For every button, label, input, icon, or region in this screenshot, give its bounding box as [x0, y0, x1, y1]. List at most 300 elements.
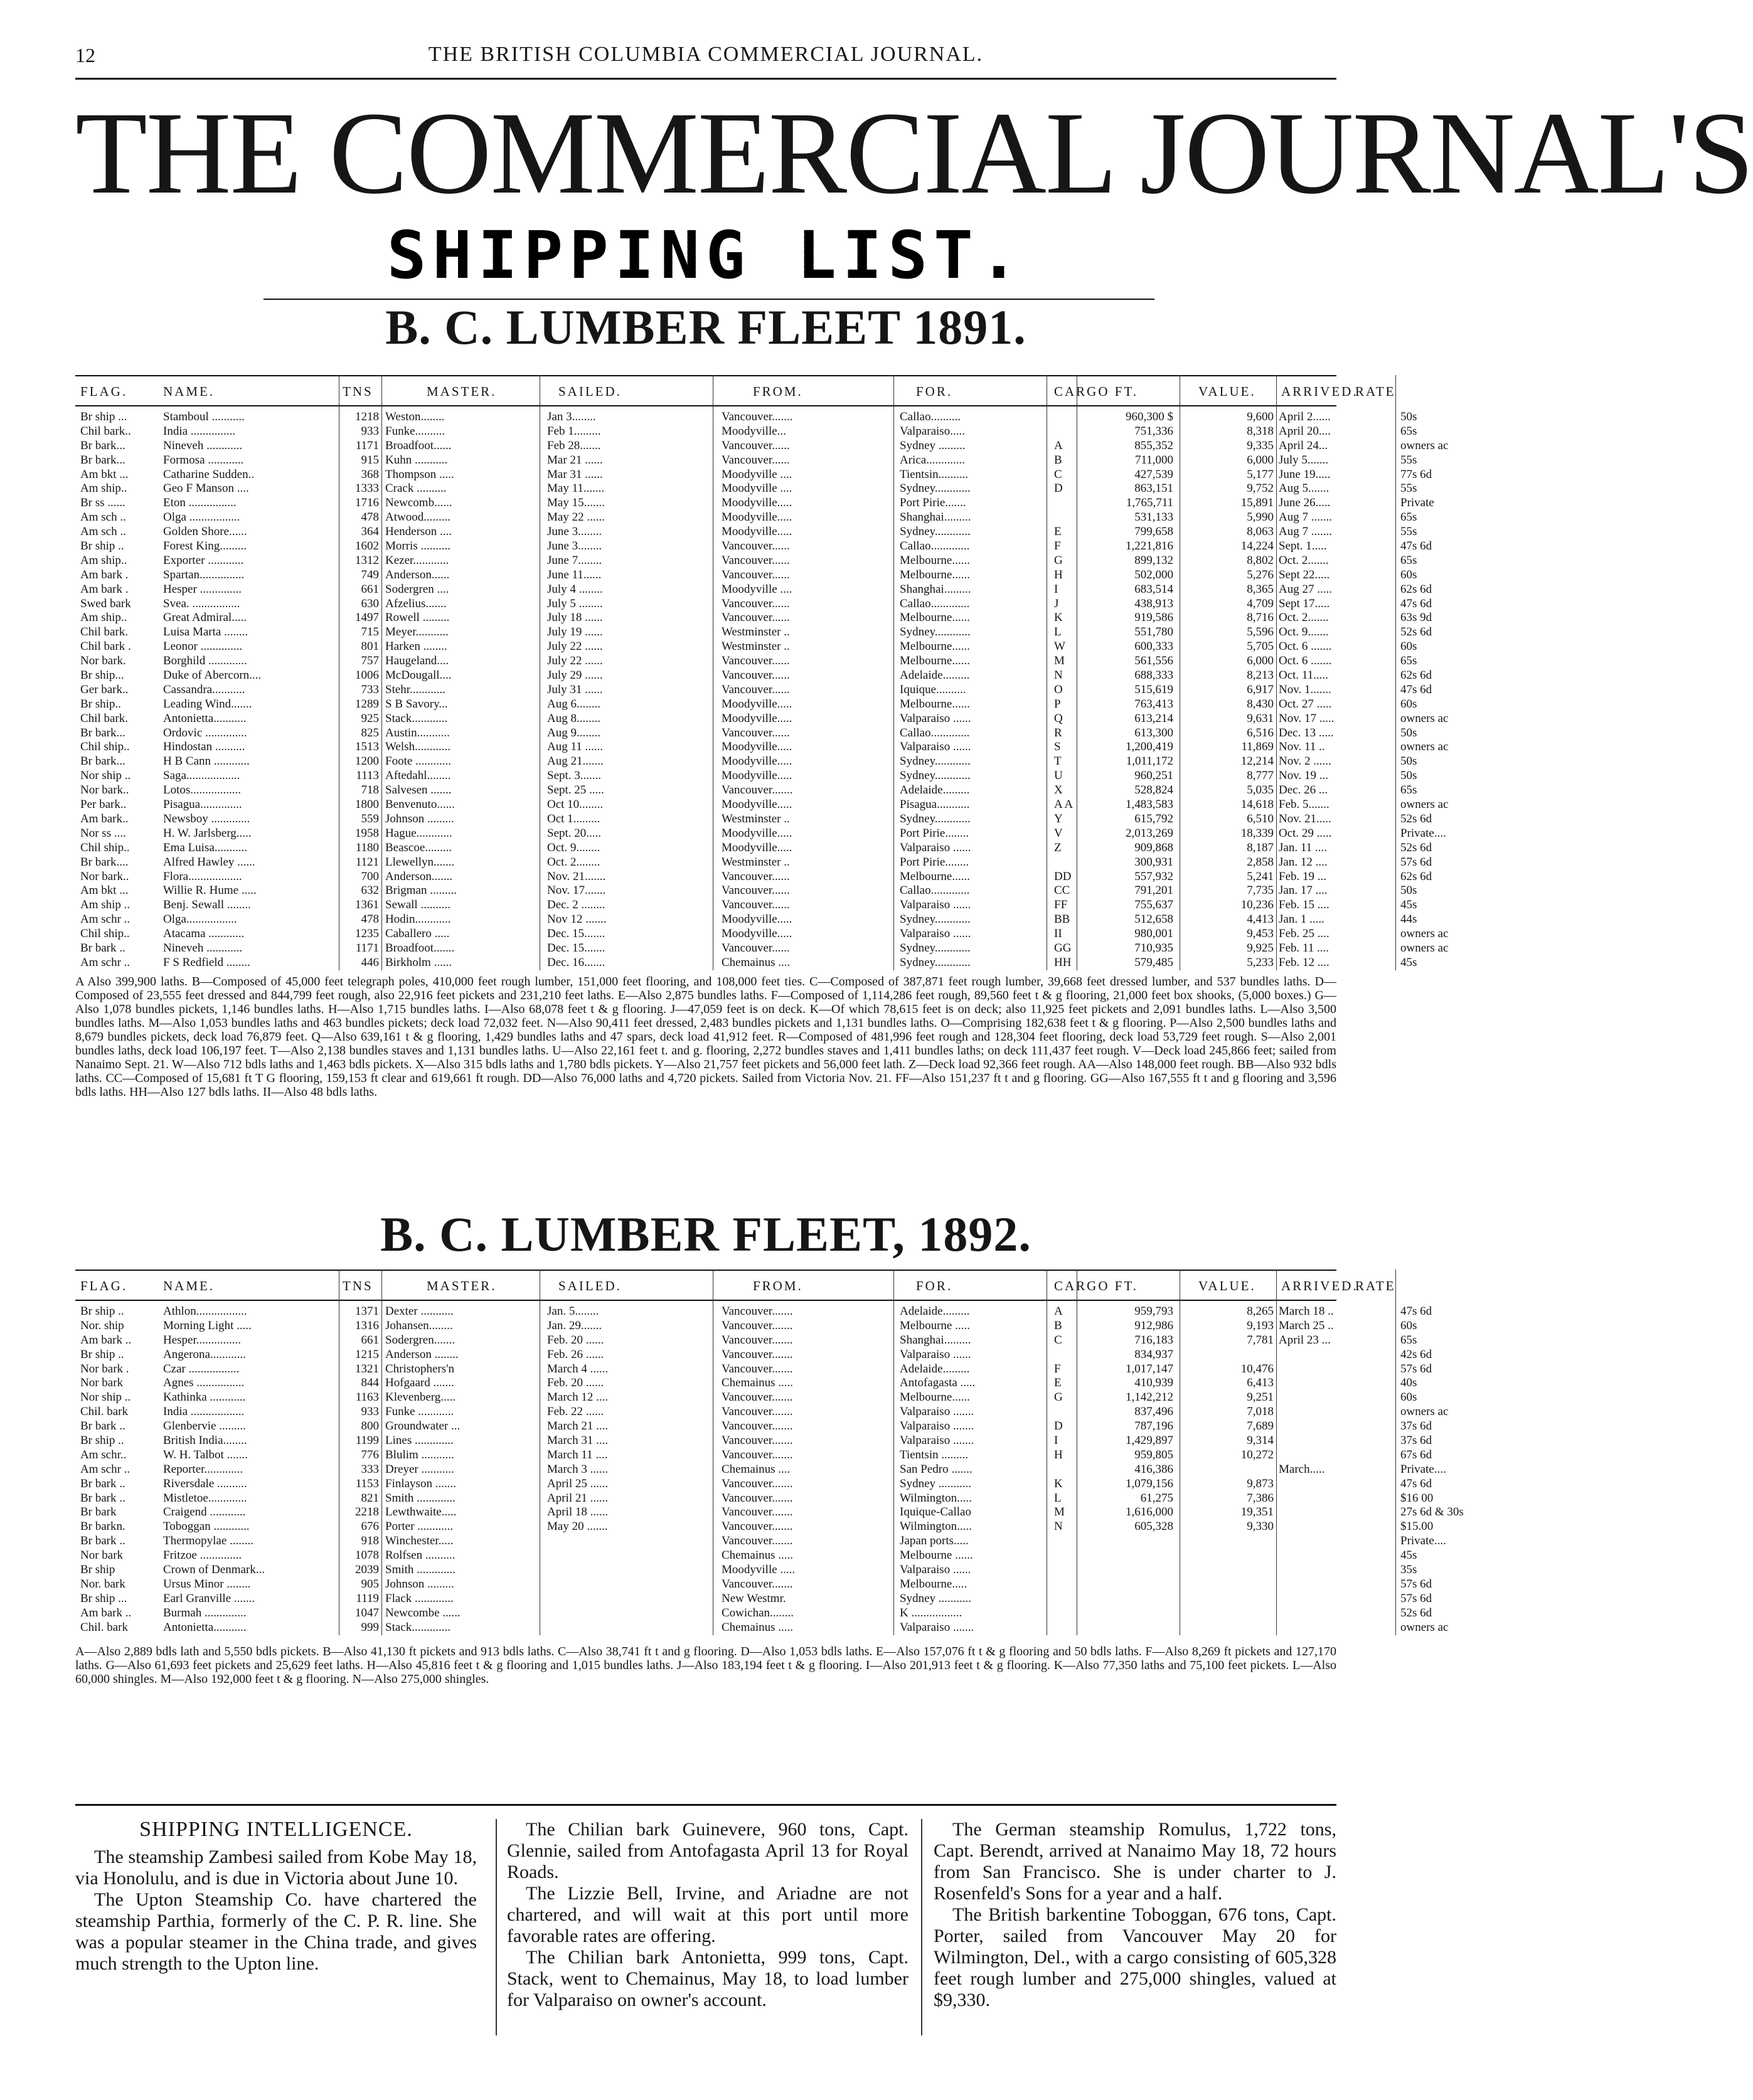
cell-for: Callao............. [900, 597, 970, 610]
cell-cargo: 710,935 [1134, 941, 1173, 955]
cell-rate: 35s [1400, 1563, 1417, 1577]
cell-sailed: July 22 ...... [547, 640, 603, 654]
cell-master: Rolfsen .......... [385, 1549, 456, 1562]
cell-master: Broadfoot....... [385, 941, 455, 955]
cell-cargo-key: K [1054, 611, 1063, 625]
fleet-1892-title: B. C. LUMBER FLEET, 1892. [380, 1207, 1031, 1261]
cell-sailed: Nov. 21....... [547, 869, 606, 883]
table-row [75, 1305, 1432, 1319]
cell-value: 12,214 [1240, 755, 1274, 768]
running-head [75, 39, 1336, 77]
cell-tons: 1958 [355, 826, 379, 840]
cell-from: Moodyville..... [722, 740, 792, 754]
cell-cargo-key: J [1054, 597, 1059, 610]
cell-flag: Br bark .. [80, 1477, 125, 1490]
cell-for: Sydney............ [900, 769, 971, 783]
cell-value: 7,018 [1247, 1405, 1274, 1419]
cell-rate: 65s [1400, 1333, 1417, 1347]
cell-tons: 1497 [355, 611, 379, 625]
cell-from: Moodyville..... [722, 927, 792, 941]
column-rule [893, 375, 894, 970]
cell-from: Vancouver....... [722, 1434, 793, 1448]
cell-rate: 47s 6d [1400, 1305, 1432, 1318]
cell-sailed: July 4 ........ [547, 582, 603, 596]
cell-flag: Chil bark . [80, 640, 131, 654]
table-row [75, 525, 1417, 539]
cell-rate: Private.... [1400, 826, 1446, 840]
table-row [75, 410, 1417, 425]
cell-tons: 1312 [355, 553, 379, 567]
cell-cargo: 2,013,269 [1126, 826, 1173, 840]
cell-value: 9,752 [1247, 482, 1274, 496]
cell-sailed: Dec. 16....... [547, 955, 605, 969]
cell-sailed: Feb. 22 ...... [547, 1405, 604, 1419]
cell-rate: 62s 6d [1400, 869, 1432, 883]
cell-from: Vancouver...... [722, 539, 790, 553]
cell-sailed: Dec. 15....... [547, 941, 605, 955]
cell-cargo: 1,429,897 [1126, 1434, 1173, 1448]
cell-flag: Nor bark [80, 1549, 124, 1562]
cell-value: 19,351 [1240, 1505, 1274, 1519]
cell-cargo-key: A [1054, 1305, 1063, 1318]
cell-cargo: 1,616,000 [1126, 1505, 1173, 1519]
intelligence-column-3 [934, 1819, 1336, 2011]
cell-rate: 63s 9d [1400, 611, 1432, 625]
intelligence-rule [75, 1804, 1336, 1806]
table-row [75, 438, 1449, 453]
cell-name: Pisagua.............. [163, 798, 242, 812]
cell-flag: Chil bark. [80, 711, 128, 725]
cell-from: Westminster .. [722, 625, 790, 639]
cell-master: Dexter ........... [385, 1305, 454, 1318]
cell-sailed: Sept. 3....... [547, 769, 602, 783]
header-name: NAME. [163, 384, 215, 399]
cell-sailed: Aug 21....... [547, 755, 604, 768]
cell-rate: 45s [1400, 955, 1417, 969]
cell-from: Vancouver....... [722, 1405, 793, 1419]
table-row [75, 1549, 1417, 1563]
cell-tons: 1180 [355, 841, 379, 854]
cell-cargo: 683,514 [1134, 582, 1173, 596]
cell-sailed: Oct 10........ [547, 798, 604, 812]
cell-rate: 52s 6d [1400, 1606, 1432, 1620]
cell-value: 7,689 [1247, 1419, 1274, 1433]
cell-name: Mistletoe............. [163, 1491, 247, 1505]
table-row [75, 1434, 1432, 1448]
cell-flag: Br bark.... [80, 855, 129, 869]
cell-master: Hodin............ [385, 913, 451, 926]
cell-cargo: 751,336 [1134, 424, 1173, 438]
cell-value: 9,873 [1247, 1477, 1274, 1490]
cell-arrived: Nov. 2 ...... [1279, 755, 1331, 768]
cell-tons: 905 [361, 1577, 379, 1591]
cell-from: Chemainus .... [722, 955, 791, 969]
cell-name: Olga................. [163, 913, 237, 926]
cell-name: Ordovic .............. [163, 726, 247, 740]
cell-flag: Am schr .. [80, 913, 131, 926]
cell-value: 6,000 [1247, 453, 1274, 467]
cell-for: Valparaiso ...... [900, 927, 971, 941]
cell-flag: Br ship .. [80, 539, 124, 553]
cell-flag: Br ship.. [80, 697, 121, 711]
header-flag: FLAG. [80, 384, 128, 399]
cell-master: Anderson...... [385, 568, 450, 581]
cell-value: 9,453 [1247, 927, 1274, 941]
cell-tons: 1361 [355, 898, 379, 912]
cell-flag: Br ship ... [80, 1591, 127, 1605]
cell-value: 5,705 [1247, 640, 1274, 654]
cell-value: 8,716 [1247, 611, 1274, 625]
cell-for: Sydney............ [900, 955, 971, 969]
table-row [75, 1362, 1432, 1377]
cell-rate: 57s 6d [1400, 1577, 1432, 1591]
cell-cargo-key: B [1054, 1318, 1062, 1332]
table-row [75, 625, 1432, 640]
cell-flag: Am ship.. [80, 553, 127, 567]
cell-cargo: 960,251 [1134, 769, 1173, 783]
cell-name: Hindostan .......... [163, 740, 245, 754]
table-row [75, 884, 1417, 898]
table-row [75, 482, 1417, 496]
cell-from: Moodyville..... [722, 769, 792, 783]
cell-arrived: Oct. 9....... [1279, 625, 1329, 639]
cell-cargo-key: L [1054, 1491, 1062, 1505]
cell-name: Duke of Abercorn.... [163, 669, 262, 682]
cell-master: Stehr............ [385, 682, 446, 696]
cell-name: H. W. Jarlsberg..... [163, 826, 252, 840]
table-row [75, 1591, 1432, 1606]
cell-tons: 368 [361, 467, 379, 481]
cell-cargo-key: II [1054, 927, 1062, 941]
cell-cargo-key: A [1054, 438, 1063, 452]
column-rule [893, 1270, 894, 1635]
cell-name: Hesper .............. [163, 582, 242, 596]
cell-value: 6,000 [1247, 654, 1274, 668]
cell-sailed: Aug 8........ [547, 711, 600, 725]
header-master: MASTER. [427, 384, 497, 399]
cell-cargo: 1,011,172 [1126, 755, 1173, 768]
cell-sailed: Sept. 25 ..... [547, 783, 604, 797]
table-row [75, 1419, 1432, 1434]
cell-for: Port Pirie........ [900, 855, 969, 869]
cell-sailed: Oct. 2........ [547, 855, 600, 869]
cell-tons: 1321 [355, 1362, 379, 1376]
cell-from: Vancouver...... [722, 941, 790, 955]
cell-sailed: Jan. 5........ [547, 1305, 599, 1318]
cell-rate: owners ac [1400, 711, 1449, 725]
cell-cargo: 613,214 [1134, 711, 1173, 725]
cell-sailed: May 22 ...... [547, 511, 605, 524]
cell-from: Westminster .. [722, 640, 790, 654]
table-row [75, 1620, 1449, 1635]
table-row [75, 640, 1417, 654]
cell-from: Vancouver...... [722, 611, 790, 625]
cell-rate: 45s [1400, 1549, 1417, 1562]
table-row [75, 798, 1449, 812]
table-row [75, 669, 1432, 683]
fleet-1891-table [75, 410, 1449, 970]
cell-flag: Chil. bark [80, 1620, 128, 1634]
cell-master: Kezer............ [385, 553, 449, 567]
cell-name: Newsboy ............. [163, 812, 250, 825]
cell-value: 7,735 [1247, 884, 1274, 898]
cell-arrived: Feb. 25 .... [1279, 927, 1329, 941]
cell-flag: Br barkn. [80, 1520, 125, 1534]
cell-cargo-key: P [1054, 697, 1061, 711]
cell-arrived: Dec. 13 ..... [1279, 726, 1334, 740]
cell-name: Willie R. Hume ..... [163, 884, 257, 898]
cell-flag: Chil ship.. [80, 740, 130, 754]
cell-arrived: June 26..... [1279, 496, 1331, 510]
cell-from: Vancouver...... [722, 553, 790, 567]
cell-value: 8,187 [1247, 841, 1274, 854]
cell-cargo-key: CC [1054, 884, 1070, 898]
cell-master: S B Savory... [385, 697, 448, 711]
cell-cargo-key: V [1054, 826, 1063, 840]
cell-master: Groundwater ... [385, 1419, 461, 1433]
cell-rate: 67s 6d [1400, 1448, 1432, 1461]
intelligence-column-1 [75, 1819, 477, 1975]
cell-arrived: Jan. 17 .... [1279, 884, 1328, 898]
cell-cargo: 1,079,156 [1126, 1477, 1173, 1490]
cell-master: Sodergren .... [385, 582, 449, 596]
cell-cargo-key: E [1054, 1376, 1062, 1390]
header-from: FROM. [753, 384, 803, 399]
cell-cargo: 502,000 [1134, 568, 1173, 581]
cell-master: Hague............ [385, 826, 452, 840]
table-row [75, 1491, 1434, 1506]
cell-rate: owners ac [1400, 927, 1449, 941]
cell-name: Czar ................. [163, 1362, 240, 1376]
cell-tons: 559 [361, 812, 379, 825]
cell-cargo: 909,868 [1134, 841, 1173, 854]
cell-from: Moodyville..... [722, 711, 792, 725]
cell-tons: 1200 [355, 755, 379, 768]
cell-for: Iquique.......... [900, 682, 966, 696]
cell-sailed: Feb. 20 ...... [547, 1333, 604, 1347]
cell-master: Stack............. [385, 1620, 450, 1634]
header-sailed: SAILED. [558, 384, 622, 399]
cell-master: Beascoe......... [385, 841, 452, 854]
cell-rate: 50s [1400, 755, 1417, 768]
cell-sailed: March 21 .... [547, 1419, 609, 1433]
cell-tons: 1371 [355, 1305, 379, 1318]
cell-sailed: April 25 ...... [547, 1477, 609, 1490]
cell-cargo: 899,132 [1134, 553, 1173, 567]
cell-cargo-key: H [1054, 1448, 1063, 1461]
cell-cargo-key: FF [1054, 898, 1068, 912]
cell-value: 8,365 [1247, 582, 1274, 596]
cell-tons: 676 [361, 1520, 379, 1534]
cell-flag: Nor. bark [80, 1577, 125, 1591]
cell-from: Vancouver...... [722, 682, 790, 696]
cell-master: Johnson ......... [385, 1577, 454, 1591]
cell-master: Morris .......... [385, 539, 450, 553]
cell-arrived: Aug 5....... [1279, 482, 1329, 496]
cell-master: Salvesen ....... [385, 783, 452, 797]
cell-master: Hofgaard ....... [385, 1376, 454, 1390]
cell-from: Vancouver....... [722, 1362, 793, 1376]
cell-name: Lotos................. [163, 783, 242, 797]
cell-from: Vancouver...... [722, 438, 790, 452]
cell-master: Brigman ......... [385, 884, 457, 898]
cell-for: Sydney ........... [900, 1591, 971, 1605]
cell-cargo-key: M [1054, 654, 1065, 668]
cell-cargo-key: Z [1054, 841, 1062, 854]
cell-from: Moodyville .... [722, 482, 792, 496]
cell-tons: 776 [361, 1448, 379, 1461]
cell-for: Sydney ......... [900, 438, 966, 452]
shipping-list-text: SHIPPING LIST. [386, 217, 1025, 294]
cell-arrived: April 20.... [1279, 424, 1331, 438]
cell-cargo-key: H [1054, 568, 1063, 581]
cell-tons: 1113 [356, 769, 379, 783]
header-master: MASTER. [427, 1278, 497, 1293]
cell-cargo: 960,300 $ [1126, 410, 1173, 423]
cell-cargo-key: Y [1054, 812, 1063, 825]
table-row [75, 1534, 1446, 1549]
header-cargo: CARGO FT. [1054, 384, 1138, 399]
cell-tons: 1171 [355, 941, 379, 955]
cell-rate: 47s 6d [1400, 539, 1432, 553]
cell-for: Valparaiso ....... [900, 1405, 974, 1419]
cell-tons: 933 [361, 1405, 379, 1419]
cell-sailed: Aug 6........ [547, 697, 600, 711]
cell-tons: 1716 [355, 496, 379, 510]
cell-flag: Br ss ...... [80, 496, 125, 510]
cell-for: Antofagasta ..... [900, 1376, 976, 1390]
cell-tons: 478 [361, 913, 379, 926]
cell-name: Crown of Denmark... [163, 1563, 265, 1577]
cell-flag: Chil bark. [80, 625, 128, 639]
cell-from: Vancouver....... [722, 1577, 793, 1591]
cell-rate: 52s 6d [1400, 625, 1432, 639]
cell-name: Ursus Minor ........ [163, 1577, 251, 1591]
cell-sailed: May 20 ....... [547, 1520, 608, 1534]
cell-rate: 77s 6d [1400, 467, 1432, 481]
cell-rate: Private.... [1400, 1534, 1446, 1548]
cell-value: 9,193 [1247, 1318, 1274, 1332]
masthead-subtitle [75, 217, 1336, 294]
header-sailed: SAILED. [558, 1278, 622, 1293]
cell-name: Angerona............ [163, 1347, 246, 1361]
cell-tons: 933 [361, 424, 379, 438]
cell-value: 6,510 [1247, 812, 1274, 825]
cell-name: Benj. Sewall ........ [163, 898, 251, 912]
header-rate: RATE [1355, 1278, 1396, 1293]
cell-rate: 40s [1400, 1376, 1417, 1390]
cell-rate: 55s [1400, 525, 1417, 539]
cell-sailed: Sept. 20..... [547, 826, 602, 840]
cell-from: Vancouver...... [722, 869, 790, 883]
cell-name: British India........ [163, 1434, 247, 1448]
cell-for: Port Pirie........ [900, 826, 969, 840]
cell-master: Sodergren....... [385, 1333, 455, 1347]
cell-from: Vancouver....... [722, 1477, 793, 1490]
cell-rate: 65s [1400, 553, 1417, 567]
cell-flag: Br ship [80, 1563, 115, 1577]
cell-value: 7,781 [1247, 1333, 1274, 1347]
cell-value: 8,265 [1247, 1305, 1274, 1318]
cell-flag: Am bkt ... [80, 884, 129, 898]
cell-value: 8,063 [1247, 525, 1274, 539]
cell-cargo-key: K [1054, 1477, 1063, 1490]
cell-value: 8,430 [1247, 697, 1274, 711]
cell-tons: 1121 [355, 855, 379, 869]
cell-name: Eton ................ [163, 496, 237, 510]
cell-sailed: Jan 3........ [547, 410, 596, 423]
cell-cargo-key: S [1054, 740, 1061, 754]
cell-arrived: Jan. 11 .... [1279, 841, 1327, 854]
cell-flag: Br bark... [80, 726, 125, 740]
cell-flag: Swed bark [80, 597, 131, 610]
cell-master: McDougall.... [385, 669, 452, 682]
table-row [75, 611, 1432, 625]
cell-cargo: 416,386 [1134, 1462, 1173, 1476]
cell-arrived: Feb. 5....... [1279, 798, 1329, 812]
table-row [75, 927, 1449, 941]
cell-arrived: March 18 .. [1279, 1305, 1334, 1318]
cell-master: Johansen........ [385, 1318, 453, 1332]
table-row [75, 941, 1449, 956]
cell-for: K ................. [900, 1606, 962, 1620]
table-row [75, 682, 1432, 697]
cell-rate: 37s 6d [1400, 1434, 1432, 1448]
cell-sailed: July 29 ...... [547, 669, 603, 682]
cell-master: Foote ............ [385, 755, 452, 768]
cell-value: 5,596 [1247, 625, 1274, 639]
cell-cargo-key: GG [1054, 941, 1072, 955]
header-arrived: ARRIVED. [1281, 1278, 1358, 1293]
cell-tons: 1513 [355, 740, 379, 754]
table-row [75, 453, 1417, 468]
cell-cargo-key: C [1054, 467, 1062, 481]
table-row [75, 1376, 1417, 1391]
cell-sailed: Nov 12 ....... [547, 913, 607, 926]
table-row [75, 1606, 1432, 1621]
cell-name: Nineveh ............ [163, 941, 243, 955]
cell-tons: 757 [361, 654, 379, 668]
cell-for: Valparaiso ...... [900, 711, 971, 725]
journal-title: THE BRITISH COLUMBIA COMMERCIAL JOURNAL. [428, 43, 984, 66]
cell-cargo-key: HH [1054, 955, 1072, 969]
cell-rate: 60s [1400, 640, 1417, 654]
cell-from: Chemainus ..... [722, 1549, 793, 1562]
table-row [75, 769, 1417, 783]
intelligence-paragraph: The Upton Steamship Co. have chartered the steamship Parthia, formerly of the C. P. R. line. She was a popular steamer in the China trade, and gives much strength to the Upton line. [75, 1889, 477, 1974]
cell-cargo: 557,932 [1134, 869, 1173, 883]
cell-flag: Ger bark.. [80, 682, 129, 696]
cell-arrived: April 24... [1279, 438, 1328, 452]
cell-arrived: June 19..... [1279, 467, 1331, 481]
cell-flag: Nor ship .. [80, 769, 131, 783]
cell-cargo: 1,142,212 [1126, 1391, 1173, 1404]
cell-arrived: Oct. 2....... [1279, 553, 1329, 567]
cell-for: Port Pirie....... [900, 496, 966, 510]
cell-from: Chemainus ..... [722, 1620, 793, 1634]
cell-for: Adelaide......... [900, 1305, 970, 1318]
cell-master: Finlayson ....... [385, 1477, 456, 1490]
cell-for: San Pedro ....... [900, 1462, 972, 1476]
table-row [75, 755, 1417, 769]
cell-for: Sydney............ [900, 941, 971, 955]
cell-name: Antonietta........... [163, 1620, 247, 1634]
cell-rate: 60s [1400, 697, 1417, 711]
cell-for: Melbourne..... [900, 1577, 967, 1591]
cell-cargo: 605,328 [1134, 1520, 1173, 1534]
cell-master: Stack............ [385, 711, 448, 725]
cell-tons: 1006 [355, 669, 379, 682]
